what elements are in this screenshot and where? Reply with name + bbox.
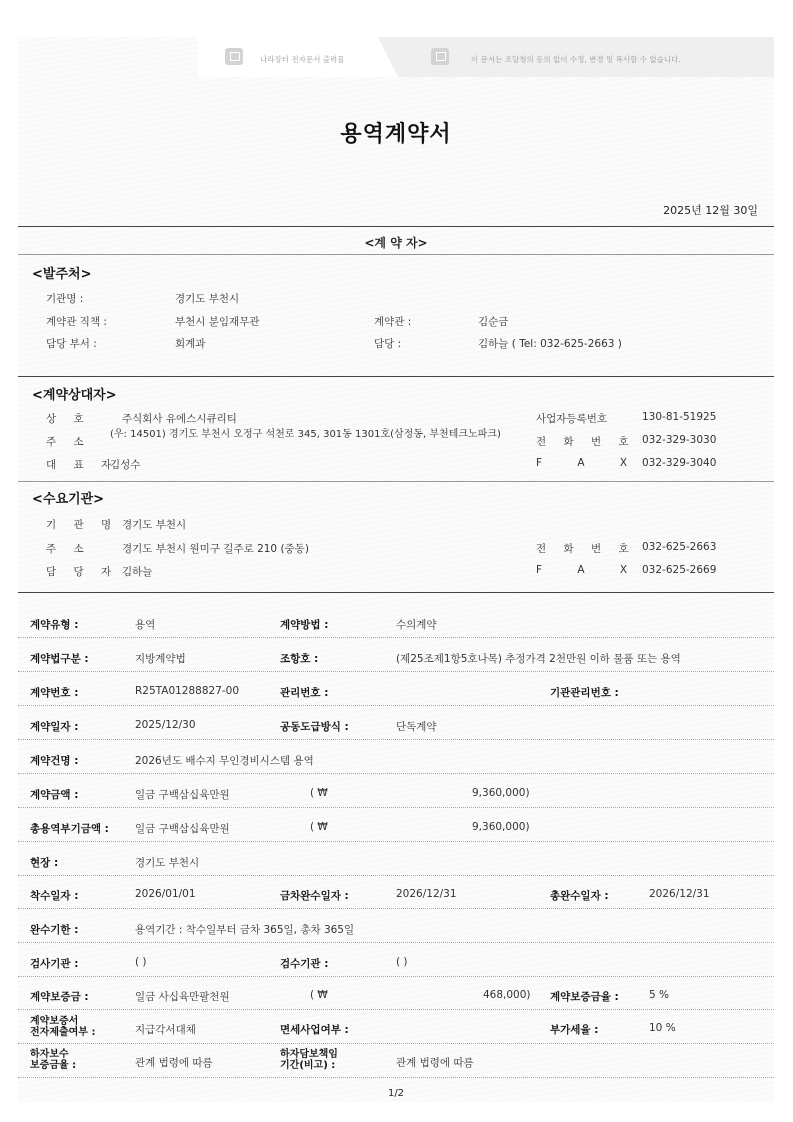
banner-right-text: 이 문서는 조달청의 동의 없이 수정, 변경 및 복사할 수 없습니다. (471, 55, 681, 64)
org-mgmt-no-label: 기관관리번호 : (550, 687, 619, 699)
contractor-header: <계 약 자> (364, 236, 428, 250)
bond-label: 계약보증금 : (30, 991, 89, 1003)
dotted-divider (18, 637, 774, 638)
print-banner (18, 37, 774, 77)
address-value: (우: 14501) 경기도 부천시 오정구 석천로 345, 301동 1301호(삼정동, 부천테크노파크) (110, 429, 501, 440)
contract-date-label: 계약일자 : (30, 721, 79, 733)
person-label: 담당 : (374, 338, 402, 350)
defect-bond-value: 관계 법령에 따름 (135, 1057, 213, 1069)
document-title: 용역계약서 (340, 122, 452, 147)
officer-title-label: 계약관 직책 : (46, 316, 107, 328)
demand-org-value: 경기도 부천시 (122, 519, 187, 531)
dotted-divider (18, 1009, 774, 1010)
demand-phone-label: 전 화 번 호 (536, 543, 636, 555)
inspection-org-value: ( ) (135, 956, 147, 968)
total-amount-open: ( ₩ (310, 821, 328, 833)
defect-period-value: 관계 법령에 따름 (396, 1057, 474, 1069)
orderer-org-value: 경기도 부천시 (175, 293, 240, 305)
dotted-divider (18, 908, 774, 909)
officer-value: 김순금 (478, 316, 509, 328)
joint-value: 단독계약 (396, 721, 437, 733)
demand-fax-label: F A X (536, 564, 644, 576)
current-end-value: 2026/12/31 (396, 888, 457, 900)
printer-icon (431, 48, 449, 65)
banner-left-text: 나라장터 전자문서 출력물 (260, 55, 345, 64)
bond-e-value: 지급각서대체 (135, 1024, 196, 1036)
counterparty-heading: <계약상대자> (32, 388, 117, 403)
inspection-org-label: 검사기관 : (30, 958, 79, 970)
site-label: 현장 : (30, 857, 59, 869)
vat-rate-value: 10 % (649, 1022, 676, 1034)
divider (18, 481, 774, 482)
phone-value: 032-329-3030 (642, 434, 717, 446)
dotted-divider (18, 671, 774, 672)
dotted-divider (18, 705, 774, 706)
contract-date: 2025년 12월 30일 (663, 204, 758, 217)
amount-open: ( ₩ (310, 787, 328, 799)
officer-title-value: 부천시 분임재무관 (175, 316, 260, 328)
defect-bond-label-line1: 하자보수 (30, 1049, 69, 1060)
deadline-value: 용역기간 : 착수일부터 금차 365일, 총차 365일 (135, 924, 355, 936)
document-icon (225, 48, 243, 65)
start-date-label: 착수일자 : (30, 890, 79, 902)
contract-name-label: 계약건명 : (30, 755, 79, 767)
company-label: 상 호 (46, 413, 91, 425)
dotted-divider (18, 807, 774, 808)
bond-e-label-line2: 전자제출여부 : (30, 1027, 96, 1038)
dept-label: 담당 부서 : (46, 338, 97, 350)
fax-value: 032-329-3040 (642, 457, 717, 469)
type-value: 용역 (135, 619, 156, 631)
divider (18, 592, 774, 593)
orderer-org-label: 기관명 : (46, 293, 84, 305)
page-number: 1/2 (387, 1088, 405, 1099)
address-label: 주 소 (46, 436, 91, 448)
dotted-divider (18, 1077, 774, 1078)
bond-words: 일금 사십육만팔천원 (135, 991, 230, 1003)
total-end-label: 총완수일자 : (550, 890, 609, 902)
law-label: 계약법구분 : (30, 653, 89, 665)
divider (18, 226, 774, 227)
clause-label: 조항호 : (280, 653, 319, 665)
company-value: 주식회사 유에스시큐리티 (122, 413, 237, 425)
phone-label: 전 화 번 호 (536, 436, 636, 448)
total-amount-label: 총용역부기금액 : (30, 823, 109, 835)
defect-bond-label-line2: 보증금율 : (30, 1060, 77, 1071)
bond-e-label-line1: 계약보증서 (30, 1016, 79, 1027)
defect-period-label-line2: 기간(비고) : (280, 1060, 336, 1071)
demand-org-label: 기 관 명 (46, 519, 119, 531)
total-amount-words: 일금 구백삼십육만원 (135, 823, 230, 835)
ceo-label: 대 표 자 (46, 459, 119, 471)
site-value: 경기도 부천시 (135, 857, 200, 869)
defect-period-label-line1: 하자담보책임 (280, 1049, 338, 1060)
current-end-label: 금차완수일자 : (280, 890, 349, 902)
document-page (18, 37, 774, 1102)
amount-label: 계약금액 : (30, 789, 79, 801)
bond-number: 468,000) (483, 989, 531, 1001)
acceptance-org-value: ( ) (396, 956, 408, 968)
bizno-value: 130-81-51925 (642, 411, 717, 423)
dotted-divider (18, 976, 774, 977)
divider (18, 376, 774, 377)
tax-exempt-label: 면세사업여부 : (280, 1024, 349, 1036)
method-value: 수의계약 (396, 619, 437, 631)
demand-address-value: 경기도 부천시 원미구 길주로 210 (중동) (122, 543, 309, 555)
amount-words: 일금 구백삼십육만원 (135, 789, 230, 801)
bond-rate-label: 계약보증금율 : (550, 991, 619, 1003)
demand-person-label: 담 당 자 (46, 566, 119, 578)
contract-no-label: 계약번호 : (30, 687, 79, 699)
acceptance-org-label: 검수기관 : (280, 958, 329, 970)
fax-label: F A X (536, 457, 644, 469)
ceo-value: 김성수 (110, 459, 141, 471)
dotted-divider (18, 942, 774, 943)
total-amount-number: 9,360,000) (472, 821, 530, 833)
bond-rate-value: 5 % (649, 989, 669, 1001)
officer-label: 계약관 : (374, 316, 412, 328)
deadline-label: 완수기한 : (30, 924, 79, 936)
dotted-divider (18, 773, 774, 774)
clause-value: (제25조제1항5호나목) 추정가격 2천만원 이하 물품 또는 용역 (396, 653, 681, 665)
person-value: 김하늘 ( Tel: 032-625-2663 ) (478, 338, 622, 350)
amount-number: 9,360,000) (472, 787, 530, 799)
contract-no-value: R25TA01288827-00 (135, 685, 240, 697)
mgmt-no-label: 관리번호 : (280, 687, 329, 699)
bizno-label: 사업자등록번호 (536, 413, 608, 425)
dept-value: 회계과 (175, 338, 206, 350)
dotted-divider (18, 841, 774, 842)
total-end-value: 2026/12/31 (649, 888, 710, 900)
dotted-divider (18, 1043, 774, 1044)
demand-address-label: 주 소 (46, 543, 91, 555)
law-value: 지방계약법 (135, 653, 186, 665)
divider (18, 254, 774, 255)
contract-name-value: 2026년도 배수지 무인경비시스템 용역 (135, 755, 314, 767)
demand-fax-value: 032-625-2669 (642, 564, 717, 576)
demand-person-value: 김하늘 (122, 566, 153, 578)
orderer-heading: <발주처> (32, 267, 92, 282)
type-label: 계약유형 : (30, 619, 79, 631)
demand-phone-value: 032-625-2663 (642, 541, 717, 553)
contract-date-value: 2025/12/30 (135, 719, 196, 731)
dotted-divider (18, 875, 774, 876)
method-label: 계약방법 : (280, 619, 329, 631)
dotted-divider (18, 739, 774, 740)
demand-heading: <수요기관> (32, 492, 105, 507)
vat-rate-label: 부가세율 : (550, 1024, 599, 1036)
start-date-value: 2026/01/01 (135, 888, 196, 900)
bond-open: ( ₩ (310, 989, 328, 1001)
joint-label: 공동도급방식 : (280, 721, 349, 733)
